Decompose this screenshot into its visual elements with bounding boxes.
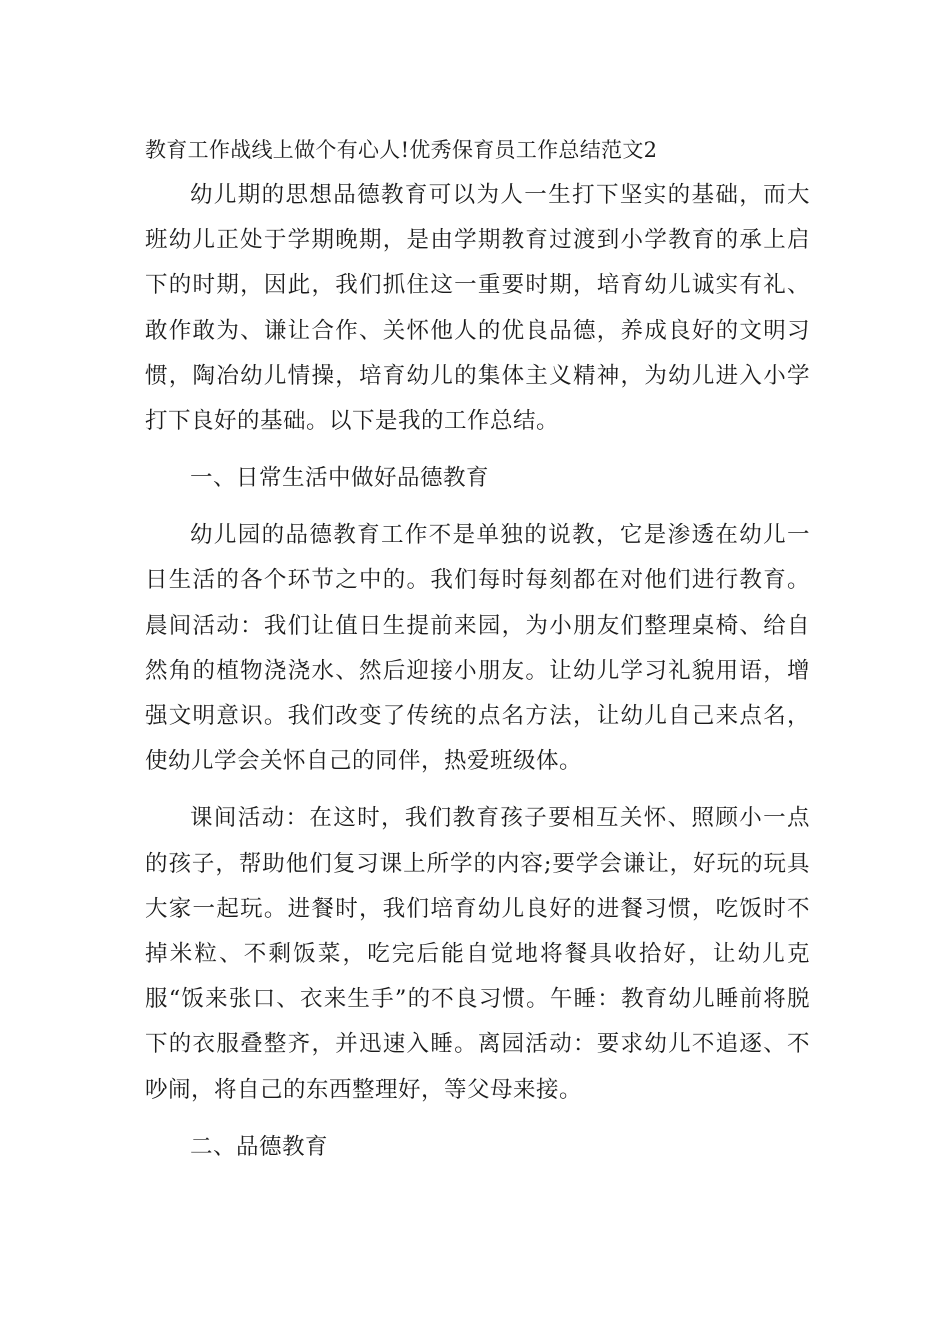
paragraph-class-activities: 课间活动：在这时，我们教育孩子要相互关怀、照顾小一点的孩子，帮助他们复习课上所学的内容;要学会谦让，好玩的玩具大家一起玩。进餐时，我们培育幼儿良好的进餐习惯，吃饭时不掉米粒、不剩饭菜，吃完后能自觉地将餐具收拾好，让幼儿克服“饭来张口、衣来生手”的不良习惯。午睡：教育幼儿睡前将脱下的衣服叠整齐，并迅速入睡。离园活动：要求幼儿不追逐、不吵闹，将自己的东西整理好，等父母来接。	[145, 805, 810, 1103]
document-page	[145, 128, 810, 1182]
paragraph-intro: 幼儿期的思想品德教育可以为人一生打下坚实的基础，而大班幼儿正处于学期晚期，是由学期教育过渡到小学教育的承上启下的时期，因此，我们抓住这一重要时期，培育幼儿诚实有礼、敢作敢为、谦让合作、关怀他人的优良品德，养成良好的文明习惯，陶冶幼儿情操，培育幼儿的集体主义精神，为幼儿进入小学打下良好的基础。以下是我的工作总结。	[145, 182, 810, 435]
document-title: 教育工作战线上做个有心人!优秀保育员工作总结范文2	[145, 138, 658, 162]
section-heading-2: 二、品德教育	[190, 1133, 329, 1160]
paragraph-daily-life: 幼儿园的品德教育工作不是单独的说教，它是渗透在幼儿一日生活的各个环节之中的。我们每时每刻都在对他们进行教育。晨间活动：我们让值日生提前来园，为小朋友们整理桌椅、给自然角的植物浇浇水、然后迎接小朋友。让幼儿学习礼貌用语，增强文明意识。我们改变了传统的点名方法，让幼儿自己来点名，使幼儿学会关怀自己的同伴，热爱班级体。	[145, 522, 810, 775]
section-heading-1: 一、日常生活中做好品德教育	[190, 465, 490, 492]
